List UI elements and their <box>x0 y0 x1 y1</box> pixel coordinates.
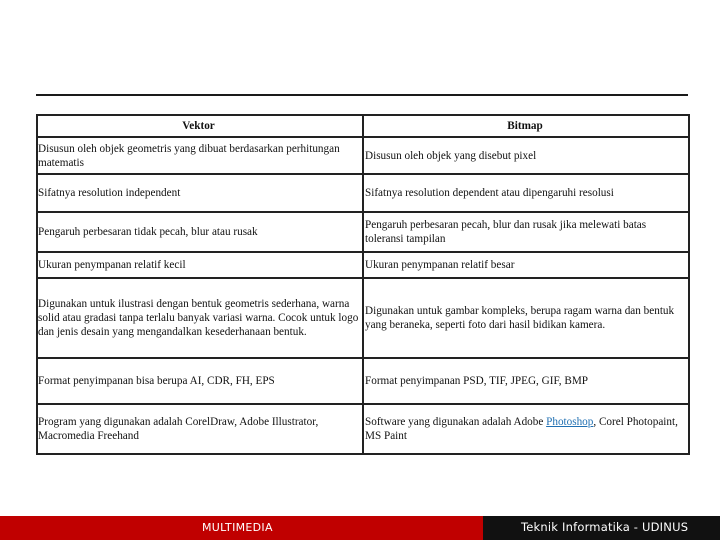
table-row <box>37 278 689 358</box>
header-bitmap: Bitmap <box>363 115 689 137</box>
cell-bitmap-scaling: Pengaruh perbesaran pecah, blur dan rusak jika melewati batas toleransi tampilan <box>363 212 689 252</box>
cell-vektor-composition: Disusun oleh objek geometris yang dibuat berdasarkan perhitungan matematis <box>37 137 363 174</box>
vektor-bitmap-comparison-table <box>36 114 690 455</box>
table-row <box>37 358 689 404</box>
cell-vektor-software: Program yang digunakan adalah CorelDraw, Adobe Illustrator, Macromedia Freehand <box>37 404 363 454</box>
table-row <box>37 137 689 174</box>
table-header-row <box>37 115 689 137</box>
table-row <box>37 404 689 454</box>
header-vektor: Vektor <box>37 115 363 137</box>
cell-vektor-formats: Format penyimpanan bisa berupa AI, CDR, FH, EPS <box>37 358 363 404</box>
cell-bitmap-usage: Digunakan untuk gambar kompleks, berupa ragam warna dan bentuk yang beraneka, seperti foto dari hasil bidikan kamera. <box>363 278 689 358</box>
bitmap-software-prefix: Software yang digunakan adalah Adobe <box>365 416 547 428</box>
title-divider-rule <box>36 94 688 96</box>
cell-bitmap-formats: Format penyimpanan PSD, TIF, JPEG, GIF, BMP <box>363 358 689 404</box>
cell-bitmap-composition: Disusun oleh objek yang disebut pixel <box>363 137 689 174</box>
cell-vektor-scaling: Pengaruh perbesaran tidak pecah, blur atau rusak <box>37 212 363 252</box>
photoshop-link[interactable]: Photoshop <box>546 416 594 428</box>
footer-right-band <box>483 516 720 540</box>
footer-department-label: Teknik Informatika - UDINUS <box>521 520 689 534</box>
footer-multimedia-label: MULTIMEDIA <box>202 521 273 534</box>
cell-bitmap-resolution: Sifatnya resolution dependent atau dipengaruhi resolusi <box>363 174 689 212</box>
cell-bitmap-file-size: Ukuran penympanan relatif besar <box>363 252 689 278</box>
cell-vektor-resolution: Sifatnya resolution independent <box>37 174 363 212</box>
cell-vektor-usage: Digunakan untuk ilustrasi dengan bentuk geometris sederhana, warna solid atau gradasi tanpa terlalu banyak variasi warna. Cocok untuk logo dan jenis desain yang mengandalkan kesederhanaan bentuk. <box>37 278 363 358</box>
slide-footer <box>0 516 720 540</box>
cell-bitmap-software <box>363 404 689 454</box>
cell-vektor-file-size: Ukuran penympanan relatif kecil <box>37 252 363 278</box>
bitmap-software-suffix: , Corel Photopaint, MS Paint <box>365 416 678 442</box>
footer-left-band <box>0 516 483 540</box>
table-row <box>37 174 689 212</box>
table-row <box>37 252 689 278</box>
table-row <box>37 212 689 252</box>
